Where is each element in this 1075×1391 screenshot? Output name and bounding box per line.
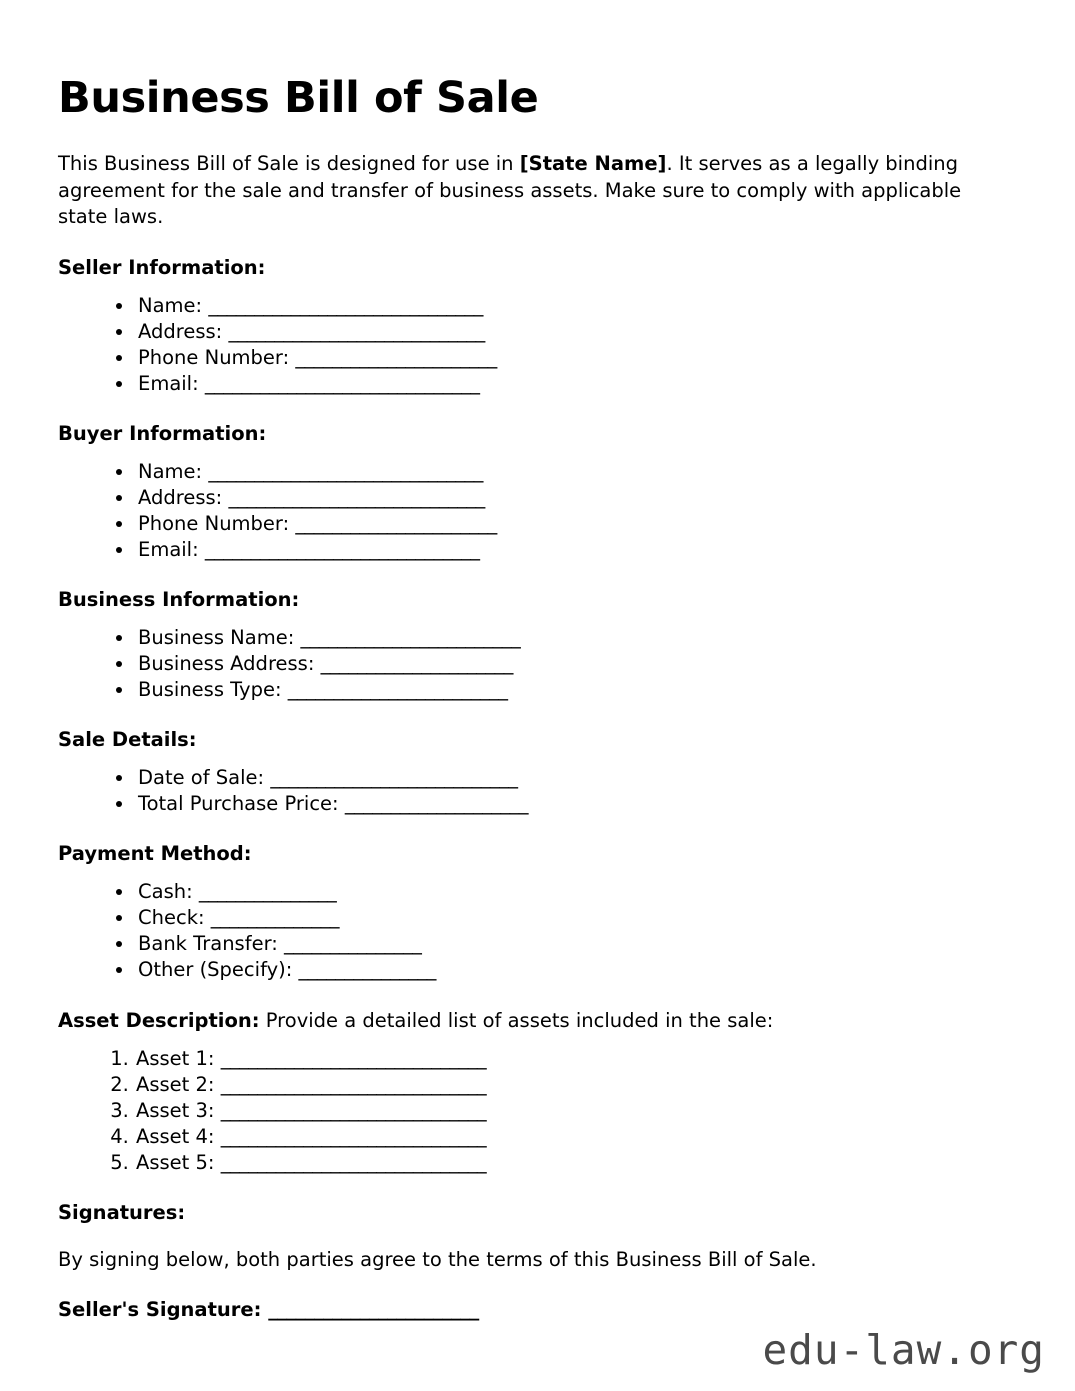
asset-description-label: Asset Description: xyxy=(58,1009,260,1033)
field-blank[interactable]: _______________ xyxy=(198,880,337,904)
field-blank[interactable]: ___________________________ xyxy=(270,766,518,790)
field-label: Cash: xyxy=(138,880,193,904)
asset-description-text: Provide a detailed list of assets included in the sale: xyxy=(259,1009,774,1033)
intro-text-before: This Business Bill of Sale is designed for use in xyxy=(58,152,520,176)
sale-details-field-list xyxy=(58,765,1017,817)
list-item xyxy=(135,319,1017,345)
list-item xyxy=(135,905,1017,931)
page-title: Business Bill of Sale xyxy=(58,73,539,123)
field-label: Other (Specify): xyxy=(138,958,293,982)
field-label: Address: xyxy=(138,319,223,343)
list-item xyxy=(135,1098,1017,1124)
field-blank[interactable]: _____________________________ xyxy=(220,1073,487,1097)
section-heading-seller: Seller Information: xyxy=(58,255,266,279)
field-blank[interactable]: ____________________________ xyxy=(228,486,485,509)
field-label: Business Name: xyxy=(138,626,295,650)
field-label: Business Address: xyxy=(138,652,315,676)
list-item xyxy=(135,765,1017,791)
section-heading-business: Business Information: xyxy=(58,587,300,611)
list-item xyxy=(135,1046,1017,1072)
field-blank[interactable]: ____________________ xyxy=(344,792,528,816)
field-label: Phone Number: xyxy=(138,511,290,535)
list-item xyxy=(135,293,1017,319)
list-item xyxy=(135,651,1017,677)
field-label: Asset 1: xyxy=(136,1047,215,1071)
asset-description-heading xyxy=(58,1008,1017,1033)
field-blank[interactable]: _____________________________ xyxy=(220,1125,487,1149)
field-blank[interactable]: _____________________________ xyxy=(220,1047,487,1071)
field-label: Address: xyxy=(138,486,223,509)
field-blank[interactable]: _______________ xyxy=(298,958,436,982)
field-label: Check: xyxy=(138,906,205,930)
section-heading-payment-method: Payment Method: xyxy=(58,842,252,866)
field-label: Phone Number: xyxy=(138,345,290,369)
payment-method-field-list xyxy=(58,879,1017,983)
field-label: Asset 4: xyxy=(136,1125,215,1149)
seller-signature-blank[interactable]: _______________________ xyxy=(268,1297,479,1321)
list-item xyxy=(135,1124,1017,1150)
section-heading-signatures: Signatures: xyxy=(58,1201,186,1225)
field-label: Asset 3: xyxy=(136,1099,215,1123)
field-blank[interactable]: ______________________________ xyxy=(208,460,483,484)
field-label: Asset 2: xyxy=(136,1073,215,1097)
field-blank[interactable]: ____________________________ xyxy=(228,319,485,343)
list-item xyxy=(135,485,1017,511)
field-blank[interactable]: ______________________________ xyxy=(204,537,480,561)
business-field-list xyxy=(58,625,1017,703)
field-blank[interactable]: ________________________ xyxy=(287,677,508,701)
field-label: Business Type: xyxy=(138,677,282,701)
buyer-field-list xyxy=(58,459,1017,563)
field-label: Date of Sale: xyxy=(138,766,265,790)
asset-list xyxy=(58,1046,1017,1176)
watermark: edu-law.org xyxy=(762,1326,1045,1374)
list-item xyxy=(135,1150,1017,1176)
list-item xyxy=(135,537,1017,563)
signature-note: By signing below, both parties agree to the terms of this Business Bill of Sale. xyxy=(58,1248,817,1272)
list-item xyxy=(135,371,1017,397)
field-blank[interactable]: ________________________ xyxy=(300,626,521,650)
intro-text-after: . It serves as a legally binding agreement for the sale and transfer of business assets. Make sure to comply with applicable state laws. xyxy=(58,152,962,229)
field-blank[interactable]: ______________________ xyxy=(295,345,497,369)
field-label: Email: xyxy=(138,537,199,561)
section-heading-sale-details: Sale Details: xyxy=(58,727,197,751)
intro-paragraph xyxy=(58,151,1013,231)
state-name-placeholder: [State Name] xyxy=(519,152,667,176)
list-item xyxy=(135,879,1017,905)
list-item xyxy=(135,625,1017,651)
field-label: Name: xyxy=(138,460,203,484)
list-item xyxy=(135,511,1017,537)
field-blank[interactable]: _______________ xyxy=(284,932,422,956)
field-label: Email: xyxy=(138,371,199,395)
seller-field-list xyxy=(58,293,1017,397)
list-item xyxy=(135,791,1017,817)
list-item xyxy=(135,345,1017,371)
list-item xyxy=(135,957,1017,983)
field-label: Name: xyxy=(138,294,203,318)
seller-signature-line xyxy=(58,1297,1017,1322)
list-item xyxy=(135,1072,1017,1098)
list-item xyxy=(135,677,1017,703)
field-label: Bank Transfer: xyxy=(138,932,278,956)
field-blank[interactable]: ______________________ xyxy=(295,511,497,535)
field-blank[interactable]: _____________________ xyxy=(320,652,513,676)
field-label: Total Purchase Price: xyxy=(138,792,339,816)
seller-signature-label: Seller's Signature: xyxy=(58,1297,262,1321)
field-label: Asset 5: xyxy=(136,1151,215,1175)
list-item xyxy=(135,459,1017,485)
section-heading-buyer: Buyer Information: xyxy=(58,421,267,445)
field-blank[interactable]: _____________________________ xyxy=(220,1099,487,1123)
field-blank[interactable]: ______________ xyxy=(210,906,339,930)
field-blank[interactable]: ______________________________ xyxy=(204,371,480,395)
field-blank[interactable]: ______________________________ xyxy=(208,294,483,318)
list-item xyxy=(135,931,1017,957)
field-blank[interactable]: _____________________________ xyxy=(220,1151,487,1175)
